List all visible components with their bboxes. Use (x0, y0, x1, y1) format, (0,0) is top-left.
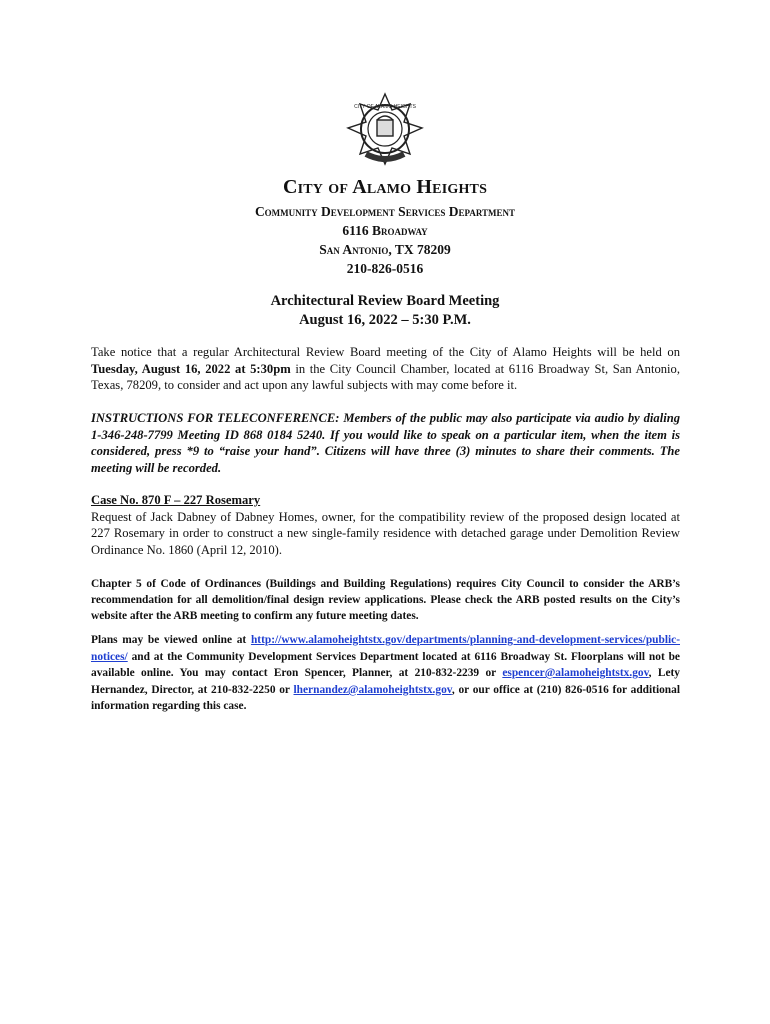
department-name: Community Development Services Department (254, 204, 516, 219)
city-name: City of Alamo Heights (282, 176, 488, 198)
address-line-1: 6116 Broadway (342, 223, 428, 238)
espencer-email-link[interactable]: espencer@alamoheightstx.gov (502, 667, 649, 680)
meeting-title: Architectural Review Board Meeting (270, 293, 500, 309)
plans-text-b: and at the Community Development Services Department located at 6116 Broadway St. Floorplans will not be available online. You may contact Eron Spencer, Planner, at 210-832-2239 or (91, 650, 680, 680)
plans-text-d: , or our office at (210) 826-0516 for additional information regarding this case. (91, 683, 680, 713)
chapter5-paragraph: Chapter 5 of Code of Ordinances (Buildings and Building Regulations) requires City Council to consider the ARB’s recommendation for all demolition/final design review applications. Please check the ARB posted results on the City’s website after the ARB meeting to confirm any future meeting dates. (91, 578, 680, 622)
city-seal-icon (330, 92, 440, 176)
case-title: Case No. 870 F – 227 Rosemary (91, 493, 261, 507)
lhernandez-email-link[interactable]: lhernandez@alamoheightstx.gov (293, 683, 452, 696)
notice-text-a: Take notice that a regular Architectural Review Board meeting of the City of Alamo Heights will be held on (91, 345, 680, 359)
case-section (91, 492, 680, 559)
plans-text-c: , Lety Hernandez, Director, at 210-832-2250 or (91, 667, 680, 696)
phone-number: 210-826-0516 (346, 261, 424, 276)
plans-paragraph (91, 632, 680, 715)
notice-text-b: in the City Council Chamber, located at 6116 Broadway St, San Antonio, Texas, 78209, to consider and act upon any lawful subjects with may come before it. (91, 361, 680, 393)
public-notices-link[interactable]: http://www.alamoheightstx.gov/departments/planning-and-development-services/public-notices/ (91, 634, 680, 663)
svg-text:CITY OF ALAMO HEIGHTS: CITY OF ALAMO HEIGHTS (354, 104, 416, 110)
plans-text-a: Plans may be viewed online at (91, 634, 251, 646)
department-block (0, 202, 770, 278)
meeting-date: August 16, 2022 – 5:30 P.M. (299, 312, 471, 328)
address-line-2: San Antonio, TX 78209 (319, 242, 451, 257)
case-description: Request of Jack Dabney of Dabney Homes, owner, for the compatibility review of the proposed design located at 227 Rosemary in order to construct a new single-family residence with detached garage under Demolition Review Ordinance No. 1860 (April 12, 2010). (91, 509, 680, 558)
notice-date-bold: Tuesday, August 16, 2022 at 5:30pm (91, 361, 291, 376)
teleconference-instructions: INSTRUCTIONS FOR TELECONFERENCE: Members of the public may also participate via audio by dialing 1-346-248-7799 Meeting ID 868 0184 5240. If you would like to speak on a particular item, when the item is considered, press *9 to “raise your hand”. Citizens will have three (3) minutes to share their comments. The meeting will be recorded. (91, 411, 680, 476)
notice-paragraph (91, 344, 680, 394)
meeting-heading (0, 292, 770, 330)
